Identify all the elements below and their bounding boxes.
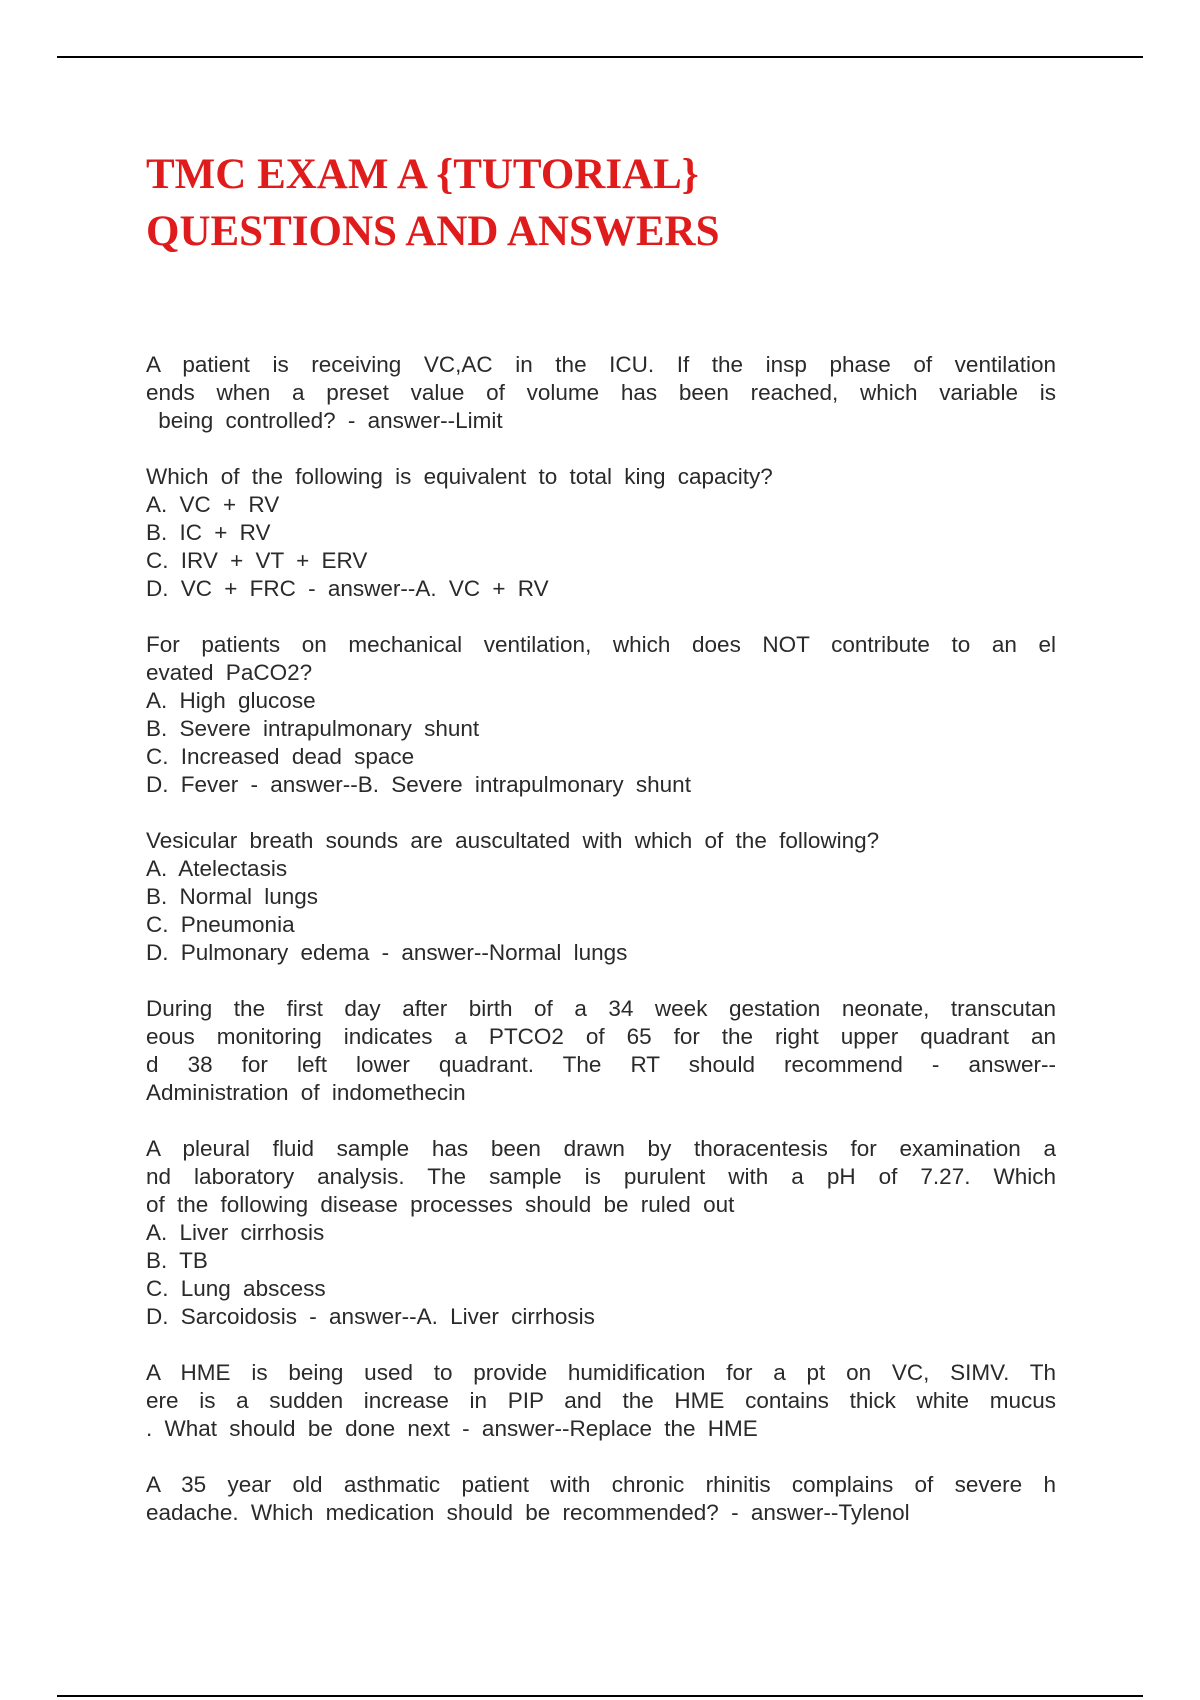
question-line: of the following disease processes should be ruled out: [146, 1192, 735, 1217]
question-line: D. Sarcoidosis - answer--A. Liver cirrhosis: [146, 1304, 595, 1329]
question-block: [146, 827, 1056, 967]
question-line: During the first day after birth of a 34 week gestation neonate, transcutan: [146, 996, 1056, 1021]
question-line: D. Pulmonary edema - answer--Normal lungs: [146, 940, 628, 965]
question-line: B. Normal lungs: [146, 884, 319, 909]
question-block: [146, 995, 1056, 1107]
question-line: Administration of indomethecin: [146, 1080, 466, 1105]
question-line: Which of the following is equivalent to total king capacity?: [146, 464, 773, 489]
question-line: D. Fever - answer--B. Severe intrapulmonary shunt: [146, 772, 691, 797]
question-block: [146, 351, 1056, 435]
question-line: A. High glucose: [146, 688, 316, 713]
question-block: [146, 1359, 1056, 1443]
document-title: [146, 146, 1056, 260]
question-line: being controlled? - answer--Limit: [146, 408, 503, 433]
question-line: A 35 year old asthmatic patient with chronic rhinitis complains of severe h: [146, 1472, 1056, 1497]
document-title-line: QUESTIONS AND ANSWERS: [146, 208, 720, 255]
question-line: A HME is being used to provide humidification for a pt on VC, SIMV. Th: [146, 1360, 1056, 1385]
question-line: For patients on mechanical ventilation, which does NOT contribute to an el: [146, 632, 1056, 657]
question-line: B. TB: [146, 1248, 208, 1273]
question-line: C. Increased dead space: [146, 744, 415, 769]
question-line: d 38 for left lower quadrant. The RT should recommend - answer--: [146, 1052, 1056, 1077]
question-block: [146, 1135, 1056, 1331]
question-line: C. Pneumonia: [146, 912, 295, 937]
question-line: B. Severe intrapulmonary shunt: [146, 716, 480, 741]
question-line: A. Liver cirrhosis: [146, 1220, 325, 1245]
document-title-line: TMC EXAM A {TUTORIAL}: [146, 151, 699, 198]
question-line: . What should be done next - answer--Replace the HME: [146, 1416, 758, 1441]
question-line: eous monitoring indicates a PTCO2 of 65 for the right upper quadrant an: [146, 1024, 1056, 1049]
question-line: A patient is receiving VC,AC in the ICU. If the insp phase of ventilation: [146, 352, 1056, 377]
question-line: eadache. Which medication should be recommended? - answer--Tylenol: [146, 1500, 910, 1525]
question-block: [146, 463, 1056, 603]
question-line: nd laboratory analysis. The sample is purulent with a pH of 7.27. Which: [146, 1164, 1056, 1189]
question-line: ere is a sudden increase in PIP and the HME contains thick white mucus: [146, 1388, 1056, 1413]
question-line: ends when a preset value of volume has been reached, which variable is: [146, 380, 1056, 405]
question-line: C. Lung abscess: [146, 1276, 326, 1301]
question-block: [146, 1471, 1056, 1527]
page-content: [146, 146, 1056, 1555]
question-line: A. Atelectasis: [146, 856, 288, 881]
question-line: evated PaCO2?: [146, 660, 313, 685]
question-line: A. VC + RV: [146, 492, 280, 517]
bottom-rule: [57, 1695, 1143, 1697]
question-line: Vesicular breath sounds are auscultated with which of the following?: [146, 828, 880, 853]
question-line: A pleural fluid sample has been drawn by thoracentesis for examination a: [146, 1136, 1056, 1161]
question-line: B. IC + RV: [146, 520, 271, 545]
top-rule: [57, 56, 1143, 58]
question-line: D. VC + FRC - answer--A. VC + RV: [146, 576, 549, 601]
question-line: C. IRV + VT + ERV: [146, 548, 368, 573]
question-list: [146, 351, 1056, 1527]
question-block: [146, 631, 1056, 799]
